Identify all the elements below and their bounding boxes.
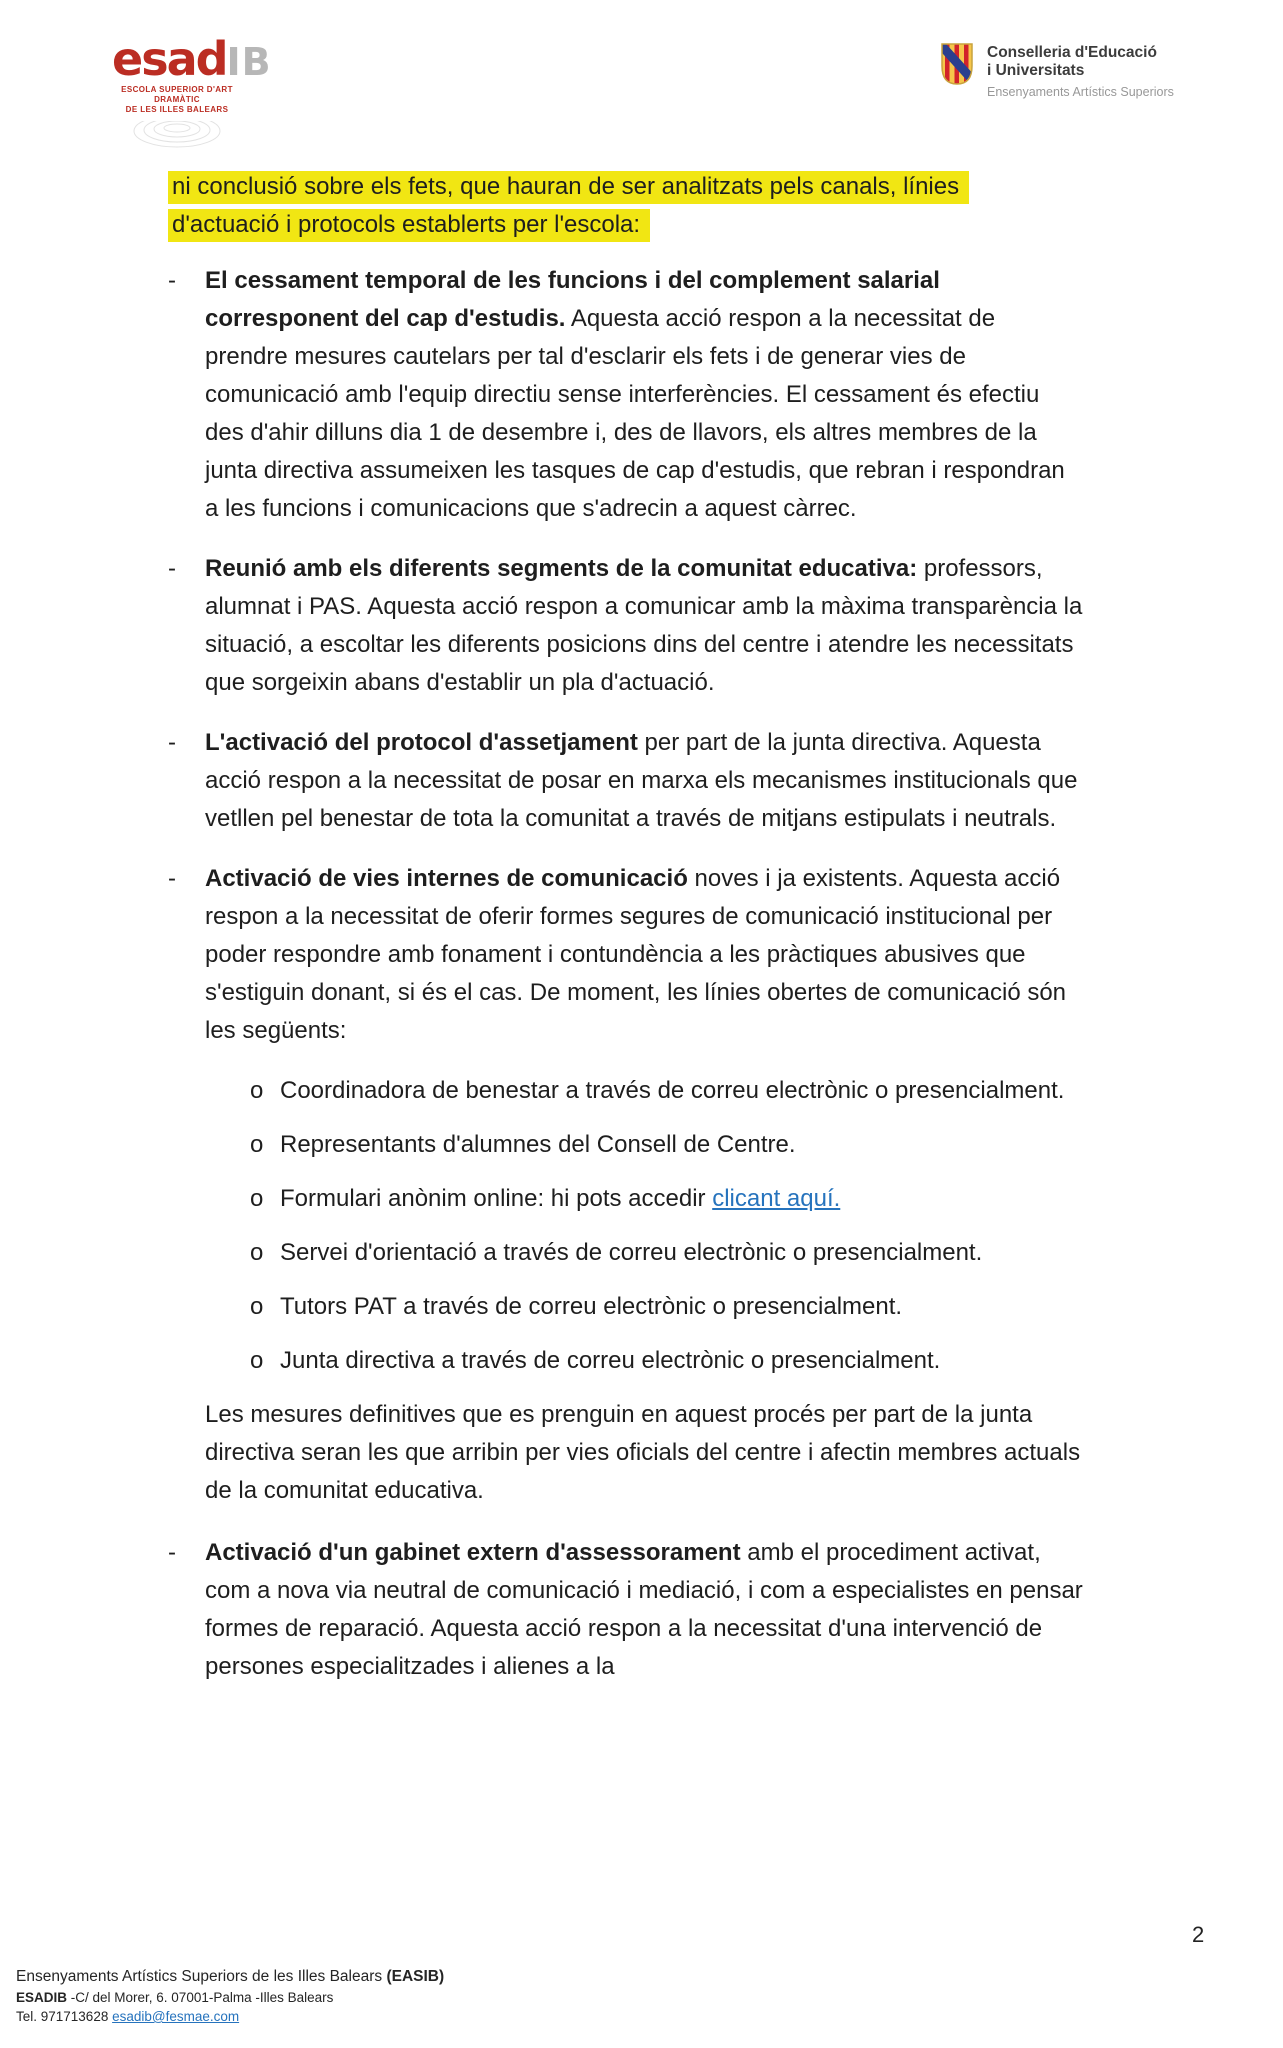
highlighted-line-1: ni conclusió sobre els fets, que hauran de ser analitzats pels canals, línies (168, 171, 969, 204)
bullet-body-text: professors, alumnat i PAS. Aquesta acció respon a comunicar amb la màxima transparència la situació, a escoltar les diferents posicions dins del centre i atendre les necessitats que sorgeixin abans d'establir un pla d'actuació. (205, 555, 1083, 696)
list-item-formulari (250, 1180, 1083, 1218)
conselleria-title-line1: Conselleria d'Educació (987, 44, 1157, 61)
bullet-dash-marker: - (168, 1539, 176, 1566)
bullet-body-text: amb el procediment activat, com a nova via neutral de comunicació i mediació, i com a especialistes en pensar formes de reparació. Aquesta acció respon a la necessitat d'una intervenció de persones especialitzades i alienes a la (205, 1539, 1083, 1680)
highlighted-line-2: d'actuació i protocols establerts per l'escola: (168, 209, 650, 242)
bullet-dash-marker: - (168, 555, 176, 582)
list-item-representants (250, 1126, 1083, 1164)
page-number: 2 (1192, 1922, 1205, 1947)
sub-bullet-marker: o (250, 1293, 264, 1320)
bullet-text (205, 550, 1083, 702)
footer-address: -C/ del Morer, 6. 07001-Palma -Illes Balears (67, 1990, 334, 2005)
footer-org-line (16, 1966, 444, 1988)
email-link[interactable]: esadib@fesmae.com (112, 2009, 240, 2024)
list-item-text: Representants d'alumnes del Consell de Centre. (280, 1131, 796, 1158)
esadib-logo-wordmark (112, 32, 272, 86)
sub-bullet-marker: o (250, 1347, 264, 1374)
conselleria-title-line2: i Universitats (987, 62, 1085, 79)
bullet-item-gabinet-extern (168, 1534, 1083, 1686)
footer-org-name: Ensenyaments Artístics Superiors de les Illes Balears (16, 1968, 387, 1985)
list-item-junta-directiva (250, 1342, 1083, 1380)
sub-bullet-marker: o (250, 1131, 264, 1158)
bullet-body-text: per part de la junta directiva. Aquesta acció respon a la necessitat de posar en marxa els mecanismes institucionals que vetllen pel benestar de tota la comunitat a través de mitjans estipulats i neutrals. (205, 729, 1078, 832)
sub-bullet-marker: o (250, 1185, 264, 1212)
closing-paragraph: Les mesures definitives que es prenguin en aquest procés per part de la junta directiva seran les que arribin per vies oficials del centre i afectin membres actuals de la comunitat educativa. (205, 1401, 1081, 1504)
list-item-text: Servei d'orientació a través de correu electrònic o presencialment. (280, 1239, 983, 1266)
highlighted-text (168, 168, 1083, 244)
bullet-item-protocol (168, 724, 1083, 838)
list-item-text: Junta directiva a través de correu electrònic o presencialment. (280, 1347, 941, 1374)
document-body (168, 168, 1083, 1708)
list-item-tutors-pat (250, 1288, 1083, 1326)
bullet-item-cessament (168, 262, 1083, 528)
bullet-bold-lead: El cessament temporal de les funcions i del complement salarial corresponent del cap d'estudis. (205, 267, 940, 332)
footer-address-line (16, 1988, 444, 2007)
bullet-bold-lead: Activació de vies internes de comunicació (205, 865, 688, 892)
footer-school-acronym: ESADIB (16, 1990, 68, 2005)
clicant-aqui-link[interactable]: clicant aquí. (712, 1185, 841, 1212)
communication-channels-list (250, 1072, 1083, 1380)
bullet-body-text: Aquesta acció respon a la necessitat de prendre mesures cautelars per tal d'esclarir els fets i de generar vies de comunicació amb l'equip directiu sense interferències. El cessament és efectiu des d'ahir dilluns dia 1 de desembre i, des de llavors, els altres membres de la junta directiva assumeixen les tasques de cap d'estudis, que rebran i respondran a les funcions i comunicacions que s'adrecin a aquest càrrec. (205, 305, 1065, 522)
bullet-dash-marker: - (168, 865, 176, 892)
esadib-logo-esad: esad (112, 32, 227, 86)
footer-phone: Tel. 971713628 (16, 2009, 113, 2024)
esadib-logo-ib: IB (226, 40, 272, 84)
esadib-tagline-line2: DE LES ILLES BALEARS (125, 105, 229, 114)
esadib-logo (112, 32, 272, 153)
bullet-body-text: noves i ja existents. Aquesta acció respon a la necessitat de oferir formes segures de comunicació institucional per poder respondre amb fonament i contundència a les pràctiques abusives que s'estiguin donant, si és el cas. De moment, les línies obertes de comunicació són les següents: (205, 865, 1067, 1044)
bullet-bold-lead: L'activació del protocol d'assetjament (205, 729, 638, 756)
bullet-dash-marker: - (168, 729, 176, 756)
list-item-text: Tutors PAT a través de correu electrònic o presencialment. (280, 1293, 903, 1320)
bullet-text (205, 860, 1083, 1050)
conselleria-logo (940, 42, 1174, 99)
list-item-pre-text: Formulari anònim online: hi pots accedir (280, 1185, 713, 1212)
page-footer (16, 1966, 444, 2026)
list-item-text (280, 1180, 1083, 1218)
bullet-item-reunio (168, 550, 1083, 702)
bullet-text (205, 1534, 1083, 1686)
sub-bullet-marker: o (250, 1239, 264, 1266)
balearic-shield-icon (940, 42, 974, 86)
bullet-item-vies-internes (168, 860, 1083, 1050)
bullet-dash-marker: - (168, 267, 176, 294)
footer-org-acronym: (EASIB) (386, 1968, 445, 1985)
conselleria-subtitle: Ensenyaments Artístics Superiors (987, 85, 1174, 99)
bullet-bold-lead: Reunió amb els diferents segments de la comunitat educativa: (205, 555, 918, 582)
sub-bullet-marker: o (250, 1077, 264, 1104)
bullet-text (205, 724, 1083, 838)
esadib-tagline-line1: ESCOLA SUPERIOR D'ART DRAMÀTIC (121, 85, 233, 104)
list-item-servei-orientacio (250, 1234, 1083, 1272)
bullet-text (205, 262, 1083, 528)
bullet-bold-lead: Activació d'un gabinet extern d'assessorament (205, 1539, 741, 1566)
footer-contact-line (16, 2007, 444, 2026)
ripple-watermark-icon (129, 121, 225, 153)
list-item-coordinadora (250, 1072, 1083, 1110)
list-item-text: Coordinadora de benestar a través de correu electrònic o presencialment. (280, 1077, 1065, 1104)
